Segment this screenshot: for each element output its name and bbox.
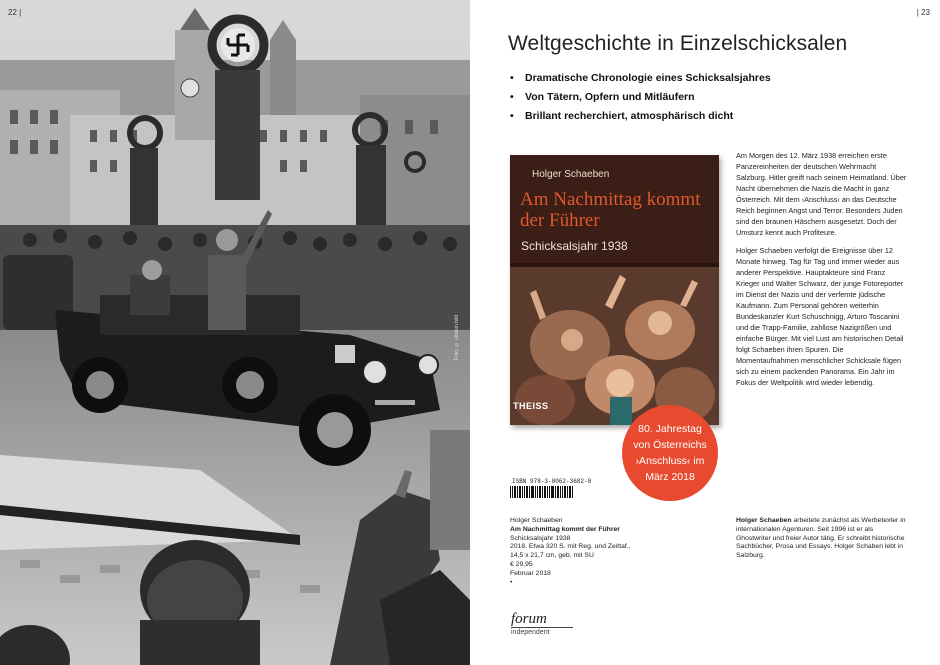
logo-sub: independent	[511, 629, 550, 636]
feature-bullets	[510, 69, 771, 126]
publisher-logo: THEISS	[513, 401, 549, 411]
barcode-icon	[510, 486, 574, 498]
author-bio-name: Holger Schaeben	[736, 517, 792, 524]
author-bio	[736, 517, 908, 561]
forum-independent-logo	[511, 612, 573, 636]
bullet-dot: •	[510, 91, 514, 103]
logo-word: forum	[511, 611, 547, 627]
book-cover-author: Holger Schaeben	[532, 169, 610, 180]
author-bio-text: arbeitete zunächst als Werbetexter in internationalen Agenturen. Seit 1996 ist er als Ghostwriter und freier Autor tätig. Er schreibt historische Sachbücher, Prosa und Essays. Holger Schaben lebt in Salzburg.	[736, 517, 906, 560]
logo-rule	[511, 627, 573, 628]
anniversary-badge: 80. Jahrestag von Österreichs ›Anschluss‹ im März 2018	[622, 405, 718, 501]
book-details: Holger Schaeben Am Nachmittag kommt der Führer Schicksalsjahr 1938 2018. Etwa 320 S. mit Reg. und Zeittaf., 14,5 x 21,7 cm, geb. mit SU € 29,95 Februar 2018 •	[510, 517, 631, 586]
description-paragraph: Holger Schaeben verfolgt die Ereignisse über 12 Monate hinweg. Tag für Tag und immer wieder aus anderer Perspektive. Hauptakteure sind Franz Krieger und Walter Schwarz, der junge Fotoreporter im Dienst der Nazis und der verfemte jüdische Kaufmann. Zum Personal gehören weiterhin Bundeskanzler Kurt Schuschnigg, Arturo Toscanini und die Trapp-Familie, zahllose Nazigrößen und einfache Bürger. Mit viel Lust am historischen Detail folgt Schaeben ihren Spuren. Die Momentaufnahmen menschlicher Schicksale fügen sich zu einem packenden Panorama. Ein Jahr im Fokus der Weltpolitik wird wieder lebendig.	[736, 246, 904, 387]
isbn-barcode	[510, 478, 591, 503]
book-cover-subtitle: Schicksalsjahr 1938	[521, 239, 628, 253]
bullet-dot: •	[510, 72, 514, 84]
bullet-item: • Dramatische Chronologie eines Schicksalsjahres	[510, 69, 771, 88]
isbn-number: ISBN 978-3-8062-3682-8	[512, 478, 592, 485]
book-cover	[510, 155, 719, 425]
bullet-dot: •	[510, 110, 514, 122]
page-number-right: | 23	[916, 8, 930, 17]
page-number-left: 22 |	[8, 8, 22, 17]
book-cover-title: Am Nachmittag kommt der Führer	[520, 189, 701, 231]
right-page	[470, 0, 940, 665]
bullet-item: • Brillant recherchiert, atmosphärisch dicht	[510, 107, 771, 126]
book-description	[736, 150, 908, 395]
page-headline: Weltgeschichte in Einzelschicksalen	[508, 32, 848, 55]
photo-credit: Foto: © ullstein bild	[454, 315, 460, 360]
description-paragraph: Am Morgen des 12. März 1938 erreichen erste Panzereinheiten der deutschen Wehrmacht Salzburg. Hitler greift nach seinem Heimatland. Über Nacht übernehmen die Nazis die Macht in ganz Österreich. Mit dem ›Anschluss‹ an das Deutsche Reich beginnen Angst und Terror. Besonders Juden sind den braunen Häschern ausgesetzt. Doch der Umsturz kennt auch Profiteure.	[736, 151, 907, 237]
bullet-item: • Von Tätern, Opfern und Mitläufern	[510, 88, 771, 107]
